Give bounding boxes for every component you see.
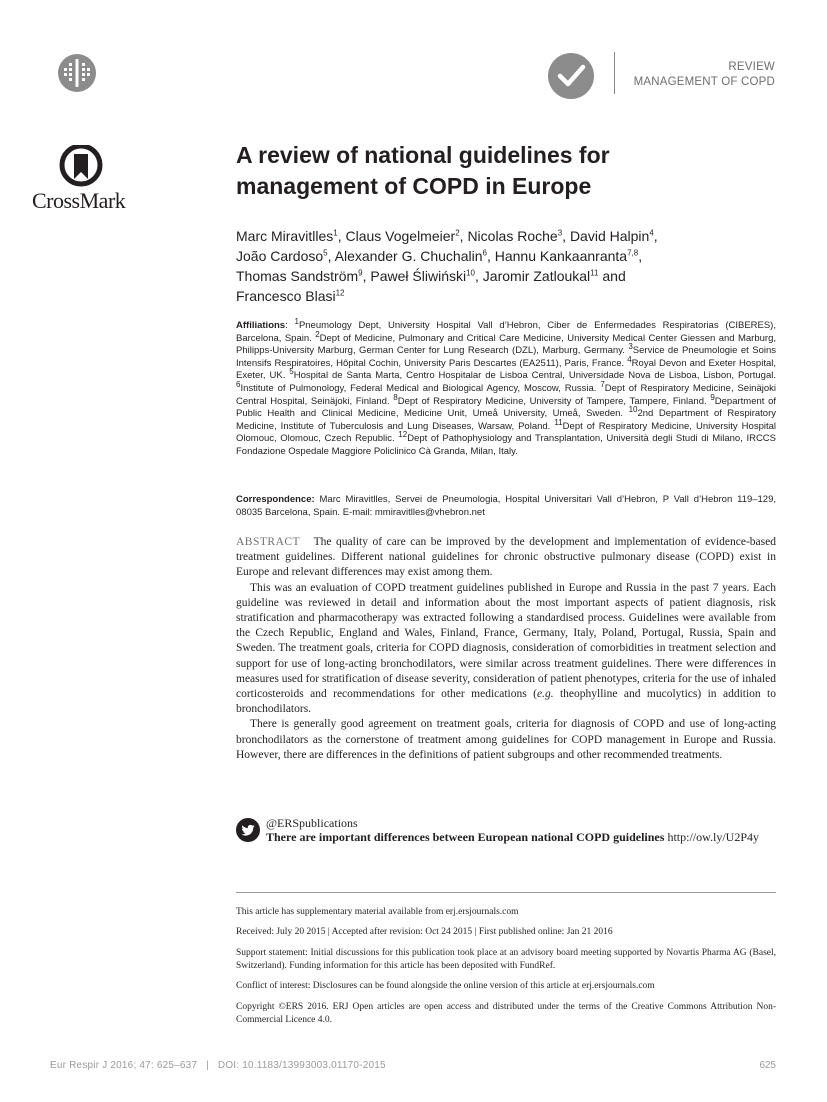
author-name: Francesco Blasi	[236, 288, 336, 304]
correspondence-text: Marc Miravitlles, Servei de Pneumologia, Hospital Universitari Vall d’Hebron, P Vall d’Hebron 119–129, 08035 Barcelona, Spain. E-mail: mmiravitlles@vhebron.net	[236, 494, 777, 518]
tweet-handle[interactable]: @ERSpublications	[266, 816, 358, 830]
author-affiliation-ref: 9	[358, 268, 363, 278]
abstract-paragraph: There is generally good agreement on treatment goals, criteria for diagnosis of COPD and use of long-acting bronchodilators as the cornerstone of treatment among guidelines for COPD management in Europe and Russia. However, there are differences in the definitions of patient subgroups and other recommended treatments.	[236, 718, 776, 761]
ers-logo	[58, 54, 96, 92]
affiliation-number: 3	[628, 342, 633, 352]
affiliation-number: 1	[294, 316, 299, 326]
affiliation-number: 10	[628, 405, 638, 414]
affiliation-text: Dept of Respiratory Medicine, University Hospital Olomouc, Olomouc, Czech Republic.	[236, 420, 777, 445]
article-title	[236, 140, 756, 202]
affiliation-text: Institute of Pulmonology, Federal Medical and Biological Agency, Moscow, Russia.	[240, 382, 597, 394]
tweet-text: There are important differences between European national COPD guidelines	[266, 830, 665, 844]
copyright-notice: Copyright ©ERS 2016. ERJ Open articles are open access and distributed under the terms of the Creative Commons Attribution Non-Commercial Licence 4.0.	[236, 1002, 776, 1025]
abstract-emphasis: e.g.	[536, 688, 554, 701]
author-name: Paweł Śliwiński	[370, 268, 467, 284]
author-name: Nicolas Roche	[467, 228, 558, 244]
twitter-icon[interactable]	[236, 818, 260, 842]
crossmark-label[interactable]: CrossMark	[32, 188, 126, 213]
author-separator: ,	[486, 248, 495, 264]
affiliation-text: Royal Devon and Exeter Hospital, Exeter, UK.	[236, 357, 776, 382]
author-name: Claus Vogelmeier	[345, 228, 456, 244]
author-affiliation-ref: 5	[323, 248, 328, 258]
affiliation-text: Dept of Respiratory Medicine, University of Tampere, Tampere, Finland.	[397, 395, 707, 407]
author-affiliation-ref: 2	[455, 228, 460, 238]
author-name: Alexander G. Chuchalin	[334, 248, 483, 264]
affiliation-number: 6	[236, 379, 241, 389]
author-name: Marc Miravitlles	[236, 228, 334, 244]
author-affiliation-ref: 7,8	[627, 248, 639, 258]
page-number: 625	[759, 1060, 776, 1071]
tweet	[266, 830, 759, 845]
subsection-label: MANAGEMENT OF COPD	[633, 76, 775, 88]
correspondence: Correspondence: Marc Miravitlles, Servei de Pneumologia, Hospital Universitari Vall d’Hebron, P Vall d’Hebron 119–129, 08035 Barcelona, Spain. E-mail: mmiravitlles@vhebron.net	[236, 494, 777, 518]
affiliations-label: Affiliations	[236, 320, 286, 331]
author-affiliation-ref: 1	[333, 228, 338, 238]
author-affiliation-ref: 3	[557, 228, 563, 238]
author-name: Thomas Sandström	[236, 268, 359, 284]
abstract-paragraph: theophylline and mucolytics) in addition to bronchodilators.	[236, 688, 777, 716]
affiliation-text: Dept of Medicine, Pulmonary and Critical Care Medicine, University Medical Center Giessen and Marburg, Philipps-University Marburg, German Center for Lung Research (DZL), Marburg, Germany.	[236, 332, 776, 357]
affiliation-number: 2	[315, 329, 320, 339]
affiliation-number: 8	[393, 392, 398, 402]
section-label: REVIEW	[728, 61, 775, 73]
author-list	[236, 226, 776, 306]
affiliation-text: Hospital de Santa Marta, Centro Hospitalar de Lisboa Central, Universidade Nova de Lisboa, Lisbon, Portugal.	[293, 370, 776, 382]
tweet-link[interactable]: http://ow.ly/U2P4y	[667, 830, 760, 844]
affiliation-text: Pneumology Dept, University Hospital Vall d’Hebron, Ciber de Enfermedades Respiratorias (CIBERES), Barcelona, Spain.	[236, 320, 776, 344]
author-separator: and	[598, 268, 626, 284]
article-dates: Received: July 20 2015 | Accepted after revision: Oct 24 2015 | First published online: Jan 21 2016	[236, 927, 613, 937]
affiliation-text: Service de Pneumologie et Soins Intensifs Respiratoires, Hôpital Cochin, University Paris Descartes (EA2511), Paris, France.	[236, 345, 776, 369]
correspondence-label: Correspondence	[236, 494, 312, 505]
affiliations: Affiliations: $^1$Pneumology Dept, University Hospital Vall d’Hebron, Ciber de Enfermedades Respiratorias (CIBERES), Barcelona, Spain. $^2$Dept of Medicine, Pulmonary and Critical Care Medicine, University Medical Center Giessen and Marburg, Philipps-University Marburg, German Center for Lung Research (DZL), Marburg, Germany. $^3$Service de Pneumologie et Soins Intensifs Respiratoires, Hôpital Cochin, University Paris Descartes (EA2511), Paris, France. $^4$Royal Devon and Exeter Hospital, Exeter, UK. $^5$Hospital de Santa Marta, Centro Hospitalar de Lisboa Central, Universidade Nova de Lisboa, Lisbon, Portugal. $^6$Institute of Pulmonology, Federal Medical and Biological Agency, Moscow, Russia. $^7$Dept of Respiratory Medicine, Seinäjoki Central Hospital, Seinäjoki, Finland. $^8$Dept of Respiratory Medicine, University of Tampere, Tampere, Finland. $^9$Department of Public Health and Clinical Medicine, Medicine Unit, Umeå University, Umeå, Sweden. $^{10}$2nd Department of Respiratory Medicine, Institute of Tuberculosis and Lung Diseases, Warsaw, Poland. $^{11}$Dept of Respiratory Medicine, University Hospital Olomouc, Olomouc, Czech Republic. $^{12}$Dept of Pathophysiology and Transplantation, Università degli Studi di Milano, IRCCS Fondazione Ospedale Maggiore Policlinico Cà Granda, Milan, Italy.	[236, 316, 777, 457]
author-affiliation-ref: 11	[590, 268, 599, 278]
article-section	[610, 60, 775, 90]
author-separator: ,	[327, 248, 335, 264]
affiliation-text: Dept of Respiratory Medicine, Seinäjoki Central Hospital, Seinäjoki, Finland.	[236, 382, 776, 407]
affiliation-text: Dept of Pathophysiology and Transplantation, Università degli Studi di Milano, IRCCS Fondazione Ospedale Maggiore Policlinico Cà Granda, Milan, Italy.	[236, 433, 776, 457]
affiliation-number: 7	[600, 379, 605, 389]
footer-separator: |	[206, 1060, 209, 1071]
author-separator: ,	[638, 248, 643, 264]
title-line: management of COPD in Europe	[236, 173, 592, 199]
author-separator: ,	[475, 268, 483, 284]
footnote-divider	[236, 892, 776, 893]
review-check-icon	[548, 53, 594, 99]
author-separator: ,	[459, 228, 468, 244]
affiliation-text: 2nd Department of Respiratory Medicine, Institute of Tuberculosis and Lung Diseases, Warsaw, Poland.	[236, 408, 776, 432]
author-affiliation-ref: 6	[482, 248, 487, 258]
author-name: David Halpin	[569, 228, 650, 244]
author-separator: ,	[653, 228, 658, 244]
author-name: Jaromir Zatloukal	[482, 268, 591, 284]
affiliation-number: 12	[398, 430, 408, 440]
title-line: A review of national guidelines for	[236, 142, 610, 168]
author-separator: ,	[337, 228, 346, 244]
abstract-label: ABSTRACT	[236, 536, 301, 548]
author-affiliation-ref: 4	[649, 228, 654, 238]
affiliation-text: Department of Public Health and Clinical Medicine, Medicine Unit, Umeå University, Umeå, Sweden.	[236, 395, 777, 420]
author-name: Hannu Kankaanranta	[494, 248, 628, 264]
crossmark-logo[interactable]	[57, 145, 105, 189]
author-separator: ,	[362, 268, 371, 284]
conflict-of-interest: Conflict of interest: Disclosures can be found alongside the online version of this article at erj.ersjournals.com	[236, 981, 655, 991]
doi-link[interactable]: DOI: 10.1183/13993003.01170-2015	[217, 1060, 386, 1071]
author-affiliation-ref: 12	[335, 288, 345, 298]
abstract-paragraph: The quality of care can be improved by the development and implementation of evidence-based treatment guidelines. Different national guidelines for chronic obstructive pulmonary disease (COPD) exist in Europe and relevant differences may exist among them.	[236, 536, 776, 579]
affiliation-number: 11	[554, 417, 563, 427]
journal-citation: Eur Respir J 2016; 47: 625–637	[50, 1060, 198, 1071]
affiliation-number: 4	[627, 354, 632, 364]
affiliation-number: 9	[710, 392, 715, 402]
author-affiliation-ref: 10	[466, 268, 476, 278]
page-footer	[50, 1060, 386, 1071]
author-name: João Cardoso	[236, 248, 324, 264]
abstract	[236, 535, 776, 763]
author-separator: ,	[562, 228, 570, 244]
support-statement: Support statement: Initial discussions for this publication took place at an advisory board meeting supported by Novartis Pharma AG (Basel, Switzerland). Funding information for this article has been deposited with FundRef.	[236, 948, 776, 971]
affiliation-number: 5	[289, 367, 294, 377]
supplementary-note: This article has supplementary material available from erj.ersjournals.com	[236, 907, 519, 917]
abstract-paragraph: This was an evaluation of COPD treatment guidelines published in Europe and Russia in the past 7 years. Each guideline was reviewed in detail and information about the most important aspects of patient diagnosis, risk stratification and pharmacotherapy was extracted following a standardised process. Guidelines were available from the Czech Republic, England and Wales, Finland, France, Germany, Italy, Poland, Portugal, Russia, Spain and Sweden. The treatment goals, criteria for COPD diagnosis, consideration of comorbidities in treatment selection and support for use of long-acting bronchodilators, were similar across treatment guidelines. There were differences in measures used for stratification of disease severity, consideration of patient phenotypes, criteria for the use of inhaled corticosteroids and recommendations for other medications (	[236, 581, 776, 701]
